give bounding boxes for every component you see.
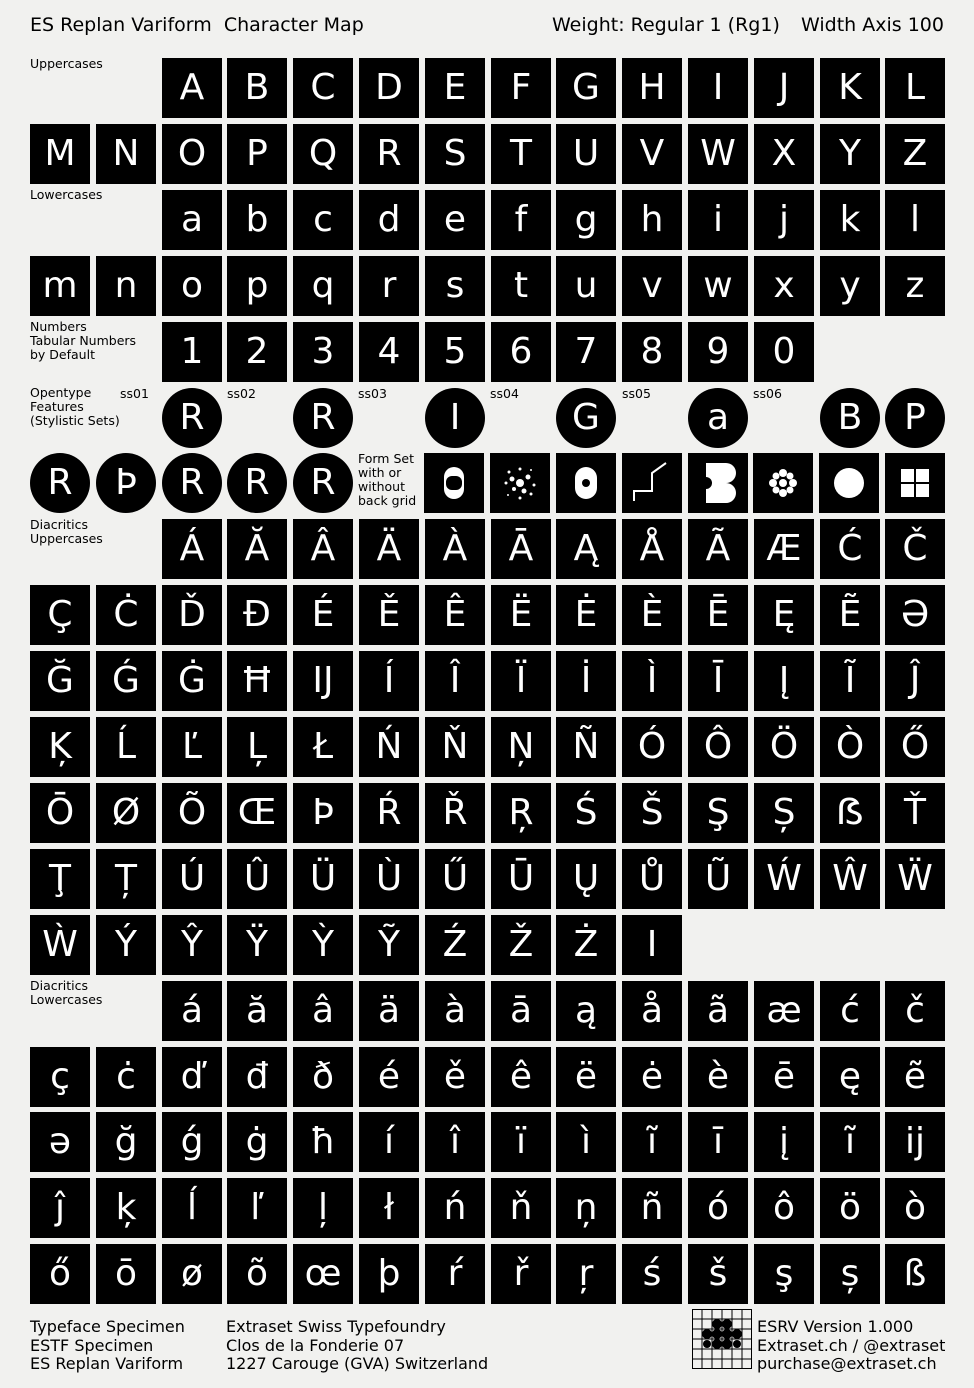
diacritic-upper-glyph-tile: Ē	[688, 585, 748, 645]
diacritic-upper-glyph-tile: Đ	[227, 585, 287, 645]
diacritic-upper-glyph-tile: Ö	[754, 717, 814, 777]
diacritic-upper-glyph-tile: Ĳ	[293, 651, 353, 711]
diacritic-lower-glyph-tile: ǵ	[162, 1112, 222, 1172]
lowercase-glyph-tile: t	[491, 256, 551, 316]
diacritic-upper-glyph-tile: Ć	[820, 519, 880, 579]
stylistic-set-glyph-tile: R	[162, 453, 222, 513]
uppercase-glyph-tile: J	[754, 58, 814, 118]
diacritic-lower-glyph-tile: ẽ	[885, 1047, 945, 1107]
diacritic-upper-glyph-tile: Ĩ	[820, 651, 880, 711]
lowercase-glyph-tile: s	[425, 256, 485, 316]
lowercase-glyph-tile: o	[162, 256, 222, 316]
diacritic-lower-glyph-tile: î	[425, 1112, 485, 1172]
uppercase-glyph-tile: K	[820, 58, 880, 118]
diacritic-upper-glyph-tile: Ň	[425, 717, 485, 777]
stylistic-set-glyph-tile: Þ	[96, 453, 156, 513]
diacritic-upper-glyph-tile: Ė	[556, 585, 616, 645]
footer-address: Extraset Swiss Typefoundry Clos de la Fonderie 07 1227 Carouge (GVA) Switzerland	[226, 1317, 489, 1373]
window-grid-icon	[885, 453, 945, 513]
number-glyph-tile: 0	[754, 322, 814, 382]
lowercase-glyph-tile: d	[359, 190, 419, 250]
diacritic-upper-glyph-tile: Ý	[96, 915, 156, 975]
diacritic-upper-glyph-tile: Ą	[556, 519, 616, 579]
diacritic-lower-glyph-tile: č	[885, 981, 945, 1041]
diacritic-lower-glyph-tile: ł	[359, 1178, 419, 1238]
diacritic-upper-glyph-tile: È	[622, 585, 682, 645]
pill-outline-icon	[424, 453, 484, 513]
number-glyph-tile: 4	[359, 322, 419, 382]
diacritic-lower-glyph-tile: ļ	[293, 1178, 353, 1238]
lowercase-glyph-tile: c	[293, 190, 353, 250]
diacritic-lower-glyph-tile: ń	[425, 1178, 485, 1238]
diacritic-upper-glyph-tile: Ō	[30, 783, 90, 843]
uppercase-glyph-tile: D	[359, 58, 419, 118]
diacritic-lower-glyph-tile: ė	[622, 1047, 682, 1107]
diacritic-lower-glyph-tile: â	[293, 981, 353, 1041]
section-diacritics-lower: Diacritics Lowercases	[30, 978, 103, 1007]
uppercase-glyph-tile: Y	[820, 124, 880, 184]
diacritic-lower-glyph-tile: þ	[359, 1244, 419, 1304]
ss04-label: ss04	[490, 386, 519, 401]
lowercase-glyph-tile: v	[622, 256, 682, 316]
diacritic-upper-glyph-tile: İ	[556, 651, 616, 711]
lowercase-glyph-tile: i	[688, 190, 748, 250]
diacritic-upper-glyph-tile: ẞ	[820, 783, 880, 843]
width-axis-label: Width Axis 100	[801, 14, 944, 36]
diacritic-lower-glyph-tile: ș	[820, 1244, 880, 1304]
diacritic-upper-glyph-tile: Ų	[556, 849, 616, 909]
stylistic-set-glyph-tile: R	[227, 453, 287, 513]
diacritic-upper-glyph-tile: Ẅ	[885, 849, 945, 909]
stylistic-set-glyph-tile: B	[820, 388, 880, 448]
section-numbers: Numbers Tabular Numbers by Default	[30, 319, 137, 362]
diacritic-upper-glyph-tile: Ŷ	[162, 915, 222, 975]
diacritic-upper-glyph-tile: Ỹ	[359, 915, 419, 975]
ss06-label: ss06	[753, 386, 782, 401]
diacritic-upper-glyph-tile: I	[622, 915, 682, 975]
diacritic-upper-glyph-tile: Œ	[227, 783, 287, 843]
diacritic-lower-glyph-tile: ñ	[622, 1178, 682, 1238]
lowercase-glyph-tile: k	[820, 190, 880, 250]
uppercase-glyph-tile: S	[425, 124, 485, 184]
footer-specimen: Typeface Specimen ESTF Specimen ES Replan Variform	[30, 1317, 185, 1373]
diacritic-upper-glyph-tile: Ś	[556, 783, 616, 843]
diacritic-lower-glyph-tile: ĺ	[162, 1178, 222, 1238]
diacritic-upper-glyph-tile: Ẽ	[820, 585, 880, 645]
uppercase-glyph-tile: L	[885, 58, 945, 118]
diacritic-lower-glyph-tile: ā	[491, 981, 551, 1041]
doc-subtitle: Character Map	[223, 14, 364, 36]
diacritic-lower-glyph-tile: ī	[688, 1112, 748, 1172]
lowercase-glyph-tile: g	[556, 190, 616, 250]
diacritic-upper-glyph-tile: Ê	[425, 585, 485, 645]
number-glyph-tile: 2	[227, 322, 287, 382]
diacritic-lower-glyph-tile: ķ	[96, 1178, 156, 1238]
diacritic-upper-glyph-tile: Ŵ	[820, 849, 880, 909]
diacritic-lower-glyph-tile: í	[359, 1112, 419, 1172]
lowercase-glyph-tile: a	[162, 190, 222, 250]
lowercase-glyph-tile: x	[754, 256, 814, 316]
diacritic-upper-glyph-tile: Ż	[556, 915, 616, 975]
diacritic-upper-glyph-tile: Į	[754, 651, 814, 711]
circle-icon	[819, 453, 879, 513]
diacritic-lower-glyph-tile: ć	[820, 981, 880, 1041]
number-glyph-tile: 3	[293, 322, 353, 382]
diacritic-lower-glyph-tile: ď	[162, 1047, 222, 1107]
uppercase-glyph-tile: M	[30, 124, 90, 184]
diacritic-upper-glyph-tile: Ĺ	[96, 717, 156, 777]
stylistic-set-glyph-tile: I	[425, 388, 485, 448]
stylistic-set-glyph-tile: R	[162, 388, 222, 448]
uppercase-glyph-tile: B	[227, 58, 287, 118]
diacritic-upper-glyph-tile: Û	[227, 849, 287, 909]
stylistic-set-glyph-tile: R	[293, 453, 353, 513]
diacritic-upper-glyph-tile: Ẃ	[754, 849, 814, 909]
diacritic-upper-glyph-tile: Ā	[491, 519, 551, 579]
diacritic-lower-glyph-tile: ö	[820, 1178, 880, 1238]
ss03-label: ss03	[358, 386, 387, 401]
diacritic-upper-glyph-tile: Ò	[820, 717, 880, 777]
diacritic-upper-glyph-tile: Č	[885, 519, 945, 579]
diacritic-upper-glyph-tile: Ô	[688, 717, 748, 777]
capsule-dot-icon	[556, 453, 616, 513]
diacritic-upper-glyph-tile: Í	[359, 651, 419, 711]
diacritic-lower-glyph-tile: ľ	[227, 1178, 287, 1238]
diacritic-upper-glyph-tile: Ü	[293, 849, 353, 909]
diacritic-upper-glyph-tile: Š	[622, 783, 682, 843]
diacritic-upper-glyph-tile: Ń	[359, 717, 419, 777]
number-glyph-tile: 7	[556, 322, 616, 382]
flower-dots-icon	[753, 453, 813, 513]
uppercase-glyph-tile: Z	[885, 124, 945, 184]
diacritic-upper-glyph-tile: Ŗ	[491, 783, 551, 843]
diacritic-upper-glyph-tile: Ğ	[30, 651, 90, 711]
diacritic-upper-glyph-tile: Ỳ	[293, 915, 353, 975]
diacritic-lower-glyph-tile: ç	[30, 1047, 90, 1107]
blob-shape-icon	[688, 453, 748, 513]
number-glyph-tile: 5	[425, 322, 485, 382]
diacritic-lower-glyph-tile: ň	[491, 1178, 551, 1238]
section-opentype: Opentype Features (Stylistic Sets)	[30, 385, 120, 428]
uppercase-glyph-tile: P	[227, 124, 287, 184]
number-glyph-tile: 1	[162, 322, 222, 382]
diacritic-lower-glyph-tile: ġ	[227, 1112, 287, 1172]
diacritic-lower-glyph-tile: ċ	[96, 1047, 156, 1107]
diacritic-upper-glyph-tile: Ə	[885, 585, 945, 645]
diacritic-upper-glyph-tile: Ľ	[162, 717, 222, 777]
diacritic-lower-glyph-tile: ì	[556, 1112, 616, 1172]
ss05-label: ss05	[622, 386, 651, 401]
diacritic-upper-glyph-tile: É	[293, 585, 353, 645]
number-glyph-tile: 9	[688, 322, 748, 382]
diacritic-lower-glyph-tile: ō	[96, 1244, 156, 1304]
uppercase-glyph-tile: C	[293, 58, 353, 118]
lowercase-glyph-tile: w	[688, 256, 748, 316]
lowercase-glyph-tile: b	[227, 190, 287, 250]
diacritic-upper-glyph-tile: Ó	[622, 717, 682, 777]
uppercase-glyph-tile: N	[96, 124, 156, 184]
uppercase-glyph-tile: G	[556, 58, 616, 118]
number-glyph-tile: 6	[491, 322, 551, 382]
diacritic-upper-glyph-tile: Ļ	[227, 717, 287, 777]
diacritic-upper-glyph-tile: Ċ	[96, 585, 156, 645]
lowercase-glyph-tile: f	[491, 190, 551, 250]
diacritic-upper-glyph-tile: Ę	[754, 585, 814, 645]
diacritic-upper-glyph-tile: Ů	[622, 849, 682, 909]
diacritic-upper-glyph-tile: Ź	[425, 915, 485, 975]
lowercase-glyph-tile: y	[820, 256, 880, 316]
lowercase-glyph-tile: j	[754, 190, 814, 250]
diacritic-lower-glyph-tile: ħ	[293, 1112, 353, 1172]
scatter-dots-icon	[490, 453, 550, 513]
lowercase-glyph-tile: z	[885, 256, 945, 316]
uppercase-glyph-tile: W	[688, 124, 748, 184]
diacritic-upper-glyph-tile: Ţ	[30, 849, 90, 909]
diacritic-upper-glyph-tile: Ş	[688, 783, 748, 843]
uppercase-glyph-tile: A	[162, 58, 222, 118]
diacritic-upper-glyph-tile: Ẁ	[30, 915, 90, 975]
diacritic-upper-glyph-tile: Î	[425, 651, 485, 711]
number-glyph-tile: 8	[622, 322, 682, 382]
step-line-icon	[622, 453, 682, 513]
diacritic-lower-glyph-tile: ă	[227, 981, 287, 1041]
diacritic-upper-glyph-tile: Ř	[425, 783, 485, 843]
section-lowercases: Lowercases	[30, 187, 103, 202]
diacritic-lower-glyph-tile: đ	[227, 1047, 287, 1107]
diacritic-lower-glyph-tile: ş	[754, 1244, 814, 1304]
diacritic-lower-glyph-tile: ņ	[556, 1178, 616, 1238]
section-diacritics-upper: Diacritics Uppercases	[30, 517, 103, 546]
stylistic-set-glyph-tile: R	[30, 453, 90, 513]
diacritic-lower-glyph-tile: é	[359, 1047, 419, 1107]
stylistic-set-glyph-tile: a	[688, 388, 748, 448]
diacritic-upper-glyph-tile: Ł	[293, 717, 353, 777]
diacritic-upper-glyph-tile: Ņ	[491, 717, 551, 777]
diacritic-upper-glyph-tile: Ì	[622, 651, 682, 711]
diacritic-upper-glyph-tile: Ĵ	[885, 651, 945, 711]
diacritic-lower-glyph-tile: š	[688, 1244, 748, 1304]
weight-label: Weight: Regular 1 (Rg1)	[552, 14, 780, 36]
diacritic-upper-glyph-tile: Ÿ	[227, 915, 287, 975]
diacritic-upper-glyph-tile: À	[425, 519, 485, 579]
lowercase-glyph-tile: n	[96, 256, 156, 316]
diacritic-lower-glyph-tile: ê	[491, 1047, 551, 1107]
diacritic-upper-glyph-tile: Â	[293, 519, 353, 579]
lowercase-glyph-tile: e	[425, 190, 485, 250]
extraset-logo-icon	[692, 1309, 752, 1369]
diacritic-upper-glyph-tile: Ġ	[162, 651, 222, 711]
uppercase-glyph-tile: I	[688, 58, 748, 118]
diacritic-lower-glyph-tile: ß	[885, 1244, 945, 1304]
uppercase-glyph-tile: F	[491, 58, 551, 118]
uppercase-glyph-tile: O	[162, 124, 222, 184]
ss02-label: ss02	[227, 386, 256, 401]
diacritic-lower-glyph-tile: œ	[293, 1244, 353, 1304]
diacritic-upper-glyph-tile: Ñ	[556, 717, 616, 777]
diacritic-upper-glyph-tile: Ť	[885, 783, 945, 843]
diacritic-lower-glyph-tile: ř	[491, 1244, 551, 1304]
diacritic-lower-glyph-tile: ē	[754, 1047, 814, 1107]
diacritic-upper-glyph-tile: Æ	[754, 519, 814, 579]
diacritic-lower-glyph-tile: ä	[359, 981, 419, 1041]
diacritic-upper-glyph-tile: Ě	[359, 585, 419, 645]
diacritic-lower-glyph-tile: ə	[30, 1112, 90, 1172]
diacritic-upper-glyph-tile: Å	[622, 519, 682, 579]
diacritic-lower-glyph-tile: å	[622, 981, 682, 1041]
diacritic-lower-glyph-tile: ø	[162, 1244, 222, 1304]
uppercase-glyph-tile: T	[491, 124, 551, 184]
diacritic-lower-glyph-tile: į	[754, 1112, 814, 1172]
diacritic-upper-glyph-tile: Ă	[227, 519, 287, 579]
diacritic-upper-glyph-tile: Ũ	[688, 849, 748, 909]
diacritic-lower-glyph-tile: ã	[688, 981, 748, 1041]
diacritic-lower-glyph-tile: ô	[754, 1178, 814, 1238]
diacritic-lower-glyph-tile: ě	[425, 1047, 485, 1107]
diacritic-upper-glyph-tile: Ã	[688, 519, 748, 579]
diacritic-upper-glyph-tile: Á	[162, 519, 222, 579]
diacritic-lower-glyph-tile: õ	[227, 1244, 287, 1304]
diacritic-lower-glyph-tile: ĵ	[30, 1178, 90, 1238]
stylistic-set-glyph-tile: G	[556, 388, 616, 448]
stylistic-set-glyph-tile: R	[293, 388, 353, 448]
diacritic-upper-glyph-tile: Ķ	[30, 717, 90, 777]
diacritic-upper-glyph-tile: Ŕ	[359, 783, 419, 843]
stylistic-set-glyph-tile: P	[885, 388, 945, 448]
diacritic-upper-glyph-tile: Ū	[491, 849, 551, 909]
diacritic-lower-glyph-tile: ğ	[96, 1112, 156, 1172]
diacritic-lower-glyph-tile: ĩ	[622, 1112, 682, 1172]
uppercase-glyph-tile: E	[425, 58, 485, 118]
diacritic-lower-glyph-tile: ŕ	[425, 1244, 485, 1304]
section-form-set: Form Set with or without back grid	[358, 451, 417, 508]
lowercase-glyph-tile: q	[293, 256, 353, 316]
diacritic-upper-glyph-tile: Ç	[30, 585, 90, 645]
diacritic-lower-glyph-tile: ő	[30, 1244, 90, 1304]
diacritic-upper-glyph-tile: Ë	[491, 585, 551, 645]
diacritic-lower-glyph-tile: ó	[688, 1178, 748, 1238]
ss01-label: ss01	[120, 386, 149, 401]
uppercase-glyph-tile: X	[754, 124, 814, 184]
uppercase-glyph-tile: R	[359, 124, 419, 184]
diacritic-lower-glyph-tile: à	[425, 981, 485, 1041]
diacritic-upper-glyph-tile: Ú	[162, 849, 222, 909]
lowercase-glyph-tile: p	[227, 256, 287, 316]
diacritic-upper-glyph-tile: Ø	[96, 783, 156, 843]
diacritic-upper-glyph-tile: Ī	[688, 651, 748, 711]
diacritic-upper-glyph-tile: Ț	[96, 849, 156, 909]
diacritic-lower-glyph-tile: ë	[556, 1047, 616, 1107]
diacritic-upper-glyph-tile: Ű	[425, 849, 485, 909]
diacritic-upper-glyph-tile: Ï	[491, 651, 551, 711]
diacritic-upper-glyph-tile: Ď	[162, 585, 222, 645]
diacritic-lower-glyph-tile: ï	[491, 1112, 551, 1172]
diacritic-upper-glyph-tile: Ħ	[227, 651, 287, 711]
lowercase-glyph-tile: l	[885, 190, 945, 250]
diacritic-upper-glyph-tile: Ǵ	[96, 651, 156, 711]
uppercase-glyph-tile: U	[556, 124, 616, 184]
diacritic-lower-glyph-tile: ò	[885, 1178, 945, 1238]
diacritic-upper-glyph-tile: Ä	[359, 519, 419, 579]
diacritic-lower-glyph-tile: ŗ	[556, 1244, 616, 1304]
uppercase-glyph-tile: H	[622, 58, 682, 118]
diacritic-lower-glyph-tile: ś	[622, 1244, 682, 1304]
diacritic-upper-glyph-tile: Þ	[293, 783, 353, 843]
diacritic-upper-glyph-tile: Ù	[359, 849, 419, 909]
diacritic-lower-glyph-tile: ĩ	[820, 1112, 880, 1172]
diacritic-upper-glyph-tile: Õ	[162, 783, 222, 843]
diacritic-lower-glyph-tile: è	[688, 1047, 748, 1107]
diacritic-lower-glyph-tile: ą	[556, 981, 616, 1041]
lowercase-glyph-tile: h	[622, 190, 682, 250]
lowercase-glyph-tile: m	[30, 256, 90, 316]
lowercase-glyph-tile: u	[556, 256, 616, 316]
diacritic-upper-glyph-tile: Ș	[754, 783, 814, 843]
diacritic-lower-glyph-tile: ð	[293, 1047, 353, 1107]
lowercase-glyph-tile: r	[359, 256, 419, 316]
diacritic-lower-glyph-tile: ĳ	[885, 1112, 945, 1172]
diacritic-upper-glyph-tile: Ő	[885, 717, 945, 777]
uppercase-glyph-tile: Q	[293, 124, 353, 184]
header-title	[30, 14, 364, 36]
diacritic-upper-glyph-tile: Ž	[491, 915, 551, 975]
diacritic-lower-glyph-tile: á	[162, 981, 222, 1041]
footer-version: ESRV Version 1.000 Extraset.ch / @extraset purchase@extraset.ch	[757, 1317, 946, 1373]
font-name: ES Replan Variform	[30, 14, 212, 36]
diacritic-lower-glyph-tile: ę	[820, 1047, 880, 1107]
section-uppercases: Uppercases	[30, 56, 103, 71]
uppercase-glyph-tile: V	[622, 124, 682, 184]
diacritic-lower-glyph-tile: æ	[754, 981, 814, 1041]
